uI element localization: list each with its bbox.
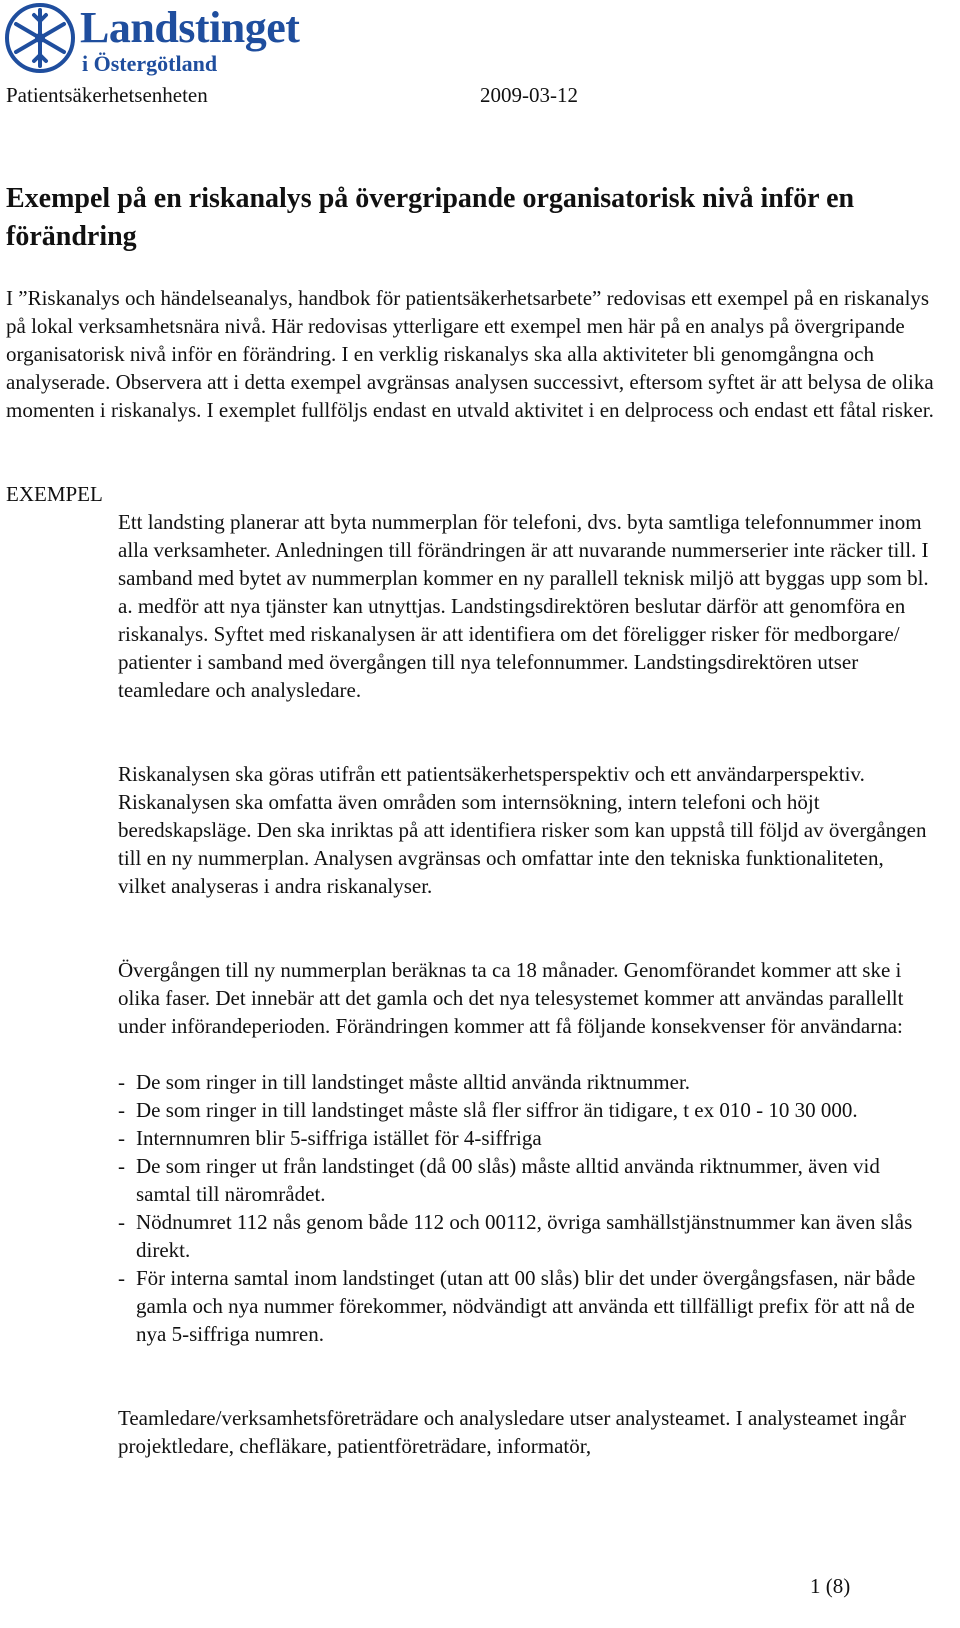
header-unit: Patientsäkerhetsenheten xyxy=(6,83,208,107)
page-number: 1 (8) xyxy=(810,1574,851,1598)
example-paragraph-3: Övergången till ny nummerplan beräknas ta ca 18 månader. Genomförandet kommer att ske i olika faser. Det innebär att det gamla och det nya telesystemet kommer att användas parallellt under införandeperioden. Förändringen kommer att få följande konsekvenser för användarna: xyxy=(118,958,904,1038)
example-paragraph-1: Ett landsting planerar att byta nummerplan för telefoni, dvs. byta samtliga telefonnummer inom alla verksamheter. Anledningen till förändringen är att nuvarande nummerserier inte räcker till. I samband med bytet av nummerplan kommer en ny parallell teknisk miljö att byggas upp som bl. a. medför att nya tjänster kan utnyttjas. Landstingsdirektören beslutar därför att genomföra en riskanalys. Syftet med riskanalysen är att identifiera om det föreligger risker för medborgare/ patienter i samband med övergången till nya telefonnummer. Landstingsdirektören utser teamledare och analysledare. xyxy=(118,510,929,702)
intro-paragraph: I ”Riskanalys och händelseanalys, handbok för patientsäkerhetsarbete” redovisas ett exempel på en riskanalys på lokal verksamhetsnära nivå. Här redovisas ytterligare ett exempel men här på en analys på övergripande organisatorisk nivå inför en förändring. I en verklig riskanalys ska alla aktiviteter bli genomgångna och analyserade. Observera att i detta exempel avgränsas analysen successivt, eftersom syftet är att belysa de olika momenten i riskanalys. I exemplet fullföljs endast en utvald aktivitet i en delprocess och endast ett fåtal risker. xyxy=(6,286,934,422)
snowflake-emblem-icon xyxy=(4,2,76,74)
example-label: EXEMPEL xyxy=(6,482,103,506)
list-item: - Nödnumret 112 nås genom både 112 och 00112, övriga samhällstjänstnummer kan även slås direkt. xyxy=(118,1208,930,1264)
example-paragraph-2: Riskanalysen ska göras utifrån ett patientsäkerhetsperspektiv och ett användarperspektiv. Riskanalysen ska omfatta även områden som internsökning, intern telefoni och höjt beredskapsläge. Den ska inriktas på att identifiera risker som kan uppstå till följd av övergången till en ny nummerplan. Analysen avgränsas och omfattar inte den tekniska funktionaliteten, vilket analyseras i andra riskanalyser. xyxy=(118,762,927,898)
logo-subname: i Östergötland xyxy=(82,51,218,76)
list-item: - Internnumren blir 5-siffriga istället för 4-siffriga xyxy=(118,1124,930,1152)
list-item: - De som ringer in till landstinget måste slå fler siffror än tidigare, t ex 010 - 10 30 000. xyxy=(118,1096,930,1124)
document-title: Exempel på en riskanalys på övergripande organisatorisk nivå inför en förändring xyxy=(6,183,855,252)
list-item: - De som ringer ut från landstinget (då 00 slås) måste alltid använda riktnummer, även vid samtal till närområdet. xyxy=(118,1152,930,1208)
document-header xyxy=(6,80,606,110)
example-paragraph-4: Teamledare/verksamhetsföreträdare och analysledare utser analysteamet. I analysteamet ingår projektledare, chefläkare, patientföreträdare, informatör, xyxy=(118,1406,906,1458)
landstinget-logo xyxy=(4,0,324,82)
header-date: 2009-03-12 xyxy=(480,83,578,107)
list-item: - De som ringer in till landstinget måste alltid använda riktnummer. xyxy=(118,1068,930,1096)
list-item: - För interna samtal inom landstinget (utan att 00 slås) blir det under övergångsfasen, när både gamla och nya nummer förekommer, nödvändigt att använda ett tillfälligt prefix för att nå de nya 5-siffriga numren. xyxy=(118,1264,930,1348)
consequence-list xyxy=(118,1068,930,1348)
logo-name: Landstinget xyxy=(80,3,300,52)
